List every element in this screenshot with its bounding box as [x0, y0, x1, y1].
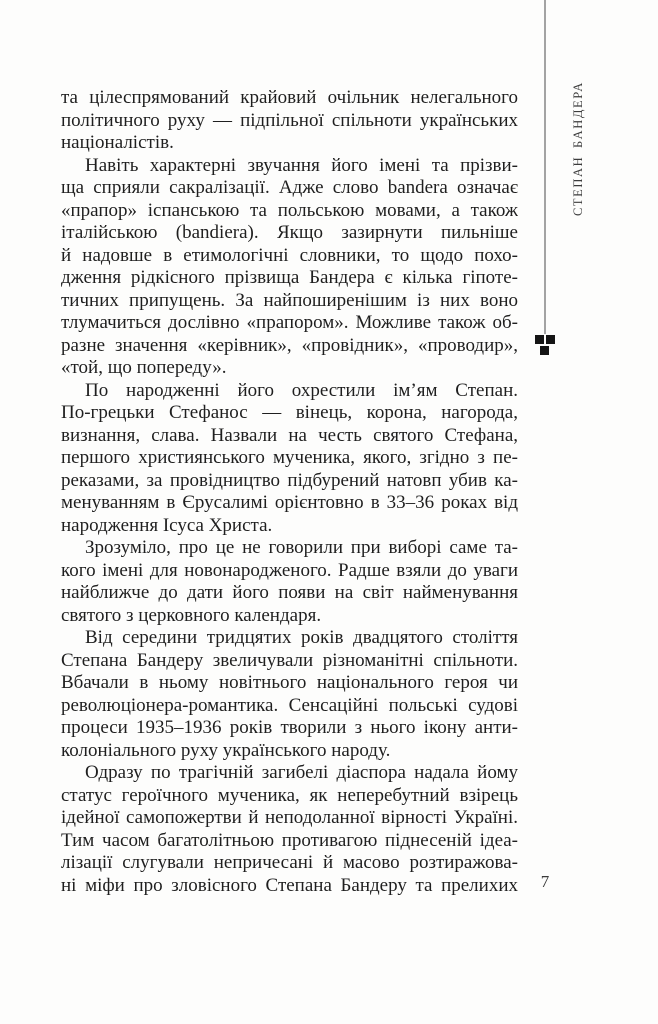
text-line: ні міфи про зловісного Степана Бандеру та прелихих [61, 874, 518, 896]
text-line: революціонера-романтика. Сенсаційні польські судові [61, 694, 518, 716]
text-line: Тим часом багатолітньою противагою піднесеній ідеа- [61, 829, 518, 851]
text-line: лізації слугували непричесані й масово розтиражова- [61, 852, 518, 873]
text-line: «той, що попереду». [61, 357, 227, 378]
text-line: визнання, слава. Назвали на честь святого Стефана, [61, 424, 518, 446]
text-line: Одразу по трагічній загибелі діаспора надала йому [85, 762, 518, 783]
text-line: реказами, за провідництво підбурений натовп убив ка- [61, 469, 518, 491]
text-line: та цілеспрямований крайовий очільник нелегального [61, 87, 518, 108]
text-line: менуванням в Єрусалимі орієнтовно в 33–36 роках від [61, 492, 518, 513]
text-line: першого християнського мученика, якого, згідно з пе- [61, 447, 518, 468]
text-line: разне значення «керівник», «провідник», «проводир», [61, 334, 518, 356]
text-line: «прапор» іспанською та польською мовами, а також [61, 199, 518, 221]
text-line: По народженні його охрестили ім’ям Степан. [85, 379, 518, 401]
text-line: тлумачиться дослівно «прапором». Можливе також об- [61, 312, 518, 333]
text-line: дження рідкісного прізвища Бандера є кілька гіпоте- [61, 267, 518, 288]
text-line: народження Ісуса Христа. [61, 514, 273, 536]
running-title-vertical: СТЕПАН БАНДЕРА [571, 81, 585, 216]
text-line: Вбачали в ньому новітнього національного героя чи [61, 672, 518, 693]
text-line: ща сприяли сакралізації. Адже слово bandera означає [61, 177, 518, 198]
text-line: італійською (bandiera). Якщо зазирнути пильніше [61, 222, 518, 243]
text-line: святого з церковного календаря. [61, 604, 322, 626]
text-line: націоналістів. [61, 132, 174, 153]
text-line: найближче до дати його появи на світ найменування [61, 582, 518, 603]
text-line: тичних припущень. За найпоширенішим із них воно [61, 289, 518, 311]
text-line: політичного руху — підпільної спільноти українських [61, 109, 518, 131]
text-line: й надовше в етимологічні словники, то щодо похо- [61, 244, 518, 266]
text-line: процеси 1935–1936 років творили з нього ікону анти- [61, 717, 518, 738]
page-number: 7 [540, 872, 550, 891]
margin-rule [544, 0, 546, 334]
text-line: Навіть характерні звучання його імені та прізви- [85, 154, 518, 176]
text-line: Від середини тридцятих років двадцятого століття [85, 627, 518, 648]
text-line: колоніального руху українського народу. [61, 739, 391, 761]
text-line: Зрозуміло, про це не говорили при виборі саме та- [85, 537, 518, 558]
three-squares-ornament-icon [535, 335, 556, 357]
ornament-square-top-right [546, 335, 555, 344]
text-line: По-грецьки Стефанос — вінець, корона, нагорода, [61, 402, 518, 423]
page-text [61, 87, 518, 897]
text-line: Степана Бандеру звеличували різноманітні спільноти. [61, 649, 518, 671]
text-line: ідейної самопожертви й неподоланної вірності Україні. [61, 807, 518, 828]
text-line: статус героїчного мученика, як неперебутний взірець [61, 784, 518, 806]
ornament-square-top-left [535, 335, 544, 344]
ornament-square-bottom [540, 346, 549, 355]
text-line: кого імені для новонародженого. Радше взяли до уваги [61, 559, 518, 581]
